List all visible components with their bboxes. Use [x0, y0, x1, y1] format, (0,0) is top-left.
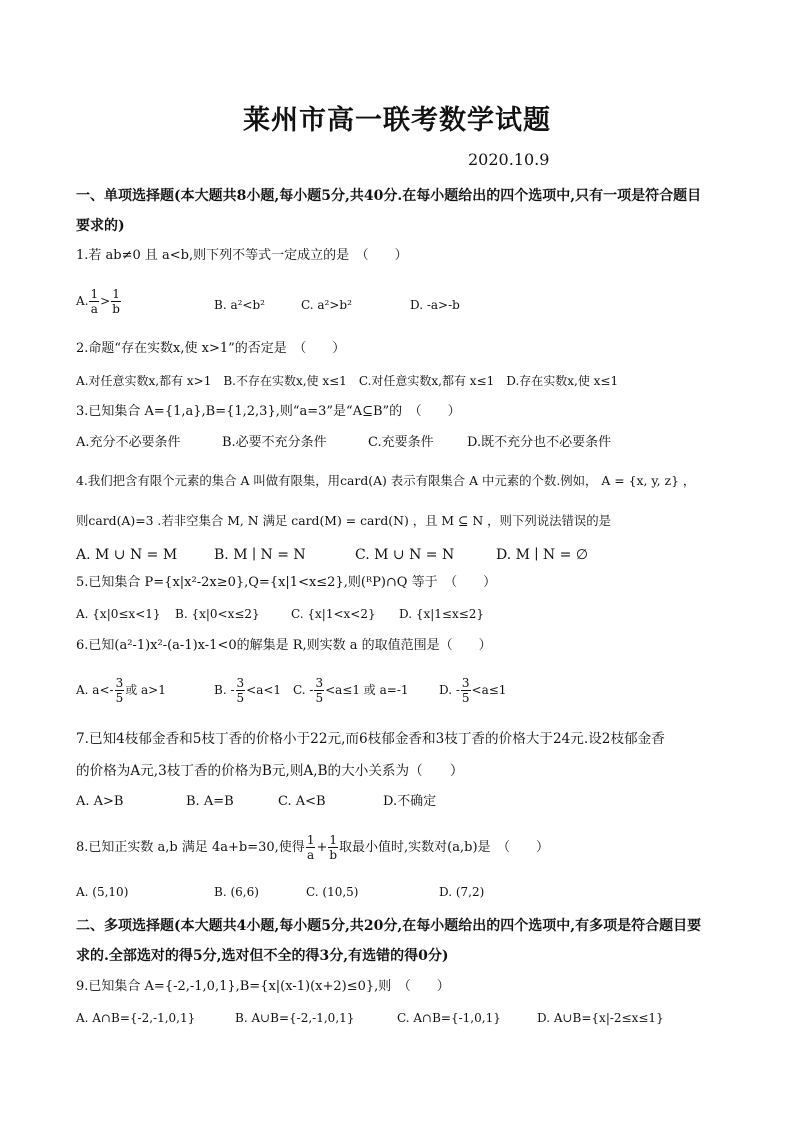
section1-heading-line2: 要求的)	[76, 218, 125, 234]
q8-option-c: C. (10,5)	[306, 885, 359, 899]
q6-stem: 6.已知(a²-1)x²-(a-1)x-1<0的解集是 R,则实数 a 的取值范围是（ ）	[76, 638, 492, 653]
q3-stem: 3.已知集合 A={1,a},B={1,2,3},则“a=3”是“A⊆B”的 （ ）	[76, 404, 461, 419]
section2-heading-line2: 求的.全部选对的得5分,选对但不全的得3分,有选错的得0分)	[76, 948, 449, 964]
q5-option-a: A. {x|0≤x<1}	[76, 607, 161, 621]
q9-option-c: C. A∩B={-1,0,1}	[397, 1011, 501, 1025]
q6-option-a: A. a<- $\frac{3}{5}$ 或 a>1	[76, 676, 166, 705]
q1-option-d: D. -a>-b	[410, 298, 460, 312]
exam-title: 莱州市高一联考数学试题	[243, 105, 551, 136]
q1-option-a: A. $\frac{1}{a}$ > $\frac{1}{b}$	[76, 287, 120, 316]
q6-option-b: B. - $\frac{3}{5}$ <a<1	[214, 676, 282, 705]
q9-option-b: B. A∪B={-2,-1,0,1}	[235, 1011, 355, 1025]
q3-option-d: D.既不充分也不必要条件	[467, 435, 612, 450]
q2-options: A.对任意实数x,都有 x>1 B.不存在实数x,使 x≤1 C.对任意实数x,都有 x≤1 D.存在实数x,使 x≤1	[76, 374, 619, 388]
q2-stem: 2.命题“存在实数x,使 x>1”的否定是 （ ）	[76, 341, 346, 356]
q9-option-d: D. A∪B={x|-2≤x≤1}	[537, 1011, 664, 1025]
q7-option-d: D.不确定	[383, 794, 437, 809]
exam-date: 2020.10.9	[468, 150, 550, 169]
q9-stem: 9.已知集合 A={-2,-1,0,1},B={x|(x-1)(x+2)≤0},则 （ ）	[76, 979, 450, 994]
q5-option-d: D. {x|1≤x≤2}	[399, 607, 485, 621]
q9-option-a: A. A∩B={-2,-1,0,1}	[76, 1011, 196, 1025]
q5-stem: 5.已知集合 P={x|x²-2x≥0},Q={x|1<x≤2},则(ᴿP)∩Q 等于 （ ）	[76, 575, 497, 590]
q7-option-b: B. A=B	[186, 794, 234, 809]
section1-heading-line1: 一、单项选择题(本大题共8小题,每小题5分,共40分.在每小题给出的四个选项中,只有一项是符合题目	[76, 188, 702, 204]
q7-stem-line1: 7.已知4枝郁金香和5枝丁香的价格小于22元,而6枝郁金香和3枝丁香的价格大于24元.设2枝郁金香	[76, 731, 665, 747]
q4-stem-line1: 4.我们把含有限个元素的集合 A 叫做有限集，用card(A) 表示有限集合 A 中元素的个数.例如， A = {x, y, z} ，	[76, 473, 696, 488]
q4-stem-line2: 则card(A)=3 .若非空集合 M, N 满足 card(M) = card(N) ，且 M ⊆ N ，则下列说法错误的是	[76, 513, 612, 528]
q8-option-d: D. (7,2)	[439, 885, 485, 899]
q1-option-c: C. a²>b²	[301, 298, 352, 312]
q3-option-a: A.充分不必要条件	[76, 435, 181, 450]
q4-option-b: B. M ∣ N = N	[214, 547, 306, 563]
q8-option-b: B. (6,6)	[214, 885, 259, 899]
q4-option-d: D. M ∣ N = ∅	[496, 547, 589, 563]
q5-option-b: B. {x|0<x≤2}	[175, 607, 260, 621]
section2-heading-line1: 二、多项选择题(本大题共4小题,每小题5分,共20分,在每小题给出的四个选项中,有多项是符合题目要	[76, 918, 702, 934]
q3-option-c: C.充要条件	[368, 435, 434, 450]
q6-option-d: D. - $\frac{3}{5}$ <a≤1	[439, 676, 507, 705]
q7-stem-line2: 的价格为A元,3枝丁香的价格为B元,则A,B的大小关系为（ ）	[76, 763, 464, 779]
q8-stem: 8.已知正实数 a,b 满足 4a+b=30,使得 $\frac{1}{a}$ + $\frac{1}{b}$ 取最小值时,实数对(a,b)是 （ ）	[76, 833, 550, 862]
q4-option-a: A. M ∪ N = M	[76, 547, 178, 563]
q7-option-c: C. A<B	[278, 794, 326, 809]
q3-option-b: B.必要不充分条件	[222, 435, 327, 450]
q8-option-a: A. (5,10)	[76, 885, 129, 899]
q5-option-c: C. {x|1<x<2}	[291, 607, 376, 621]
q6-option-c: C. - $\frac{3}{5}$ <a≤1 或 a=-1	[293, 676, 409, 705]
q7-option-a: A. A>B	[76, 794, 124, 809]
q1-stem: 1.若 ab≠0 且 a<b,则下列不等式一定成立的是 （ ）	[76, 248, 408, 263]
q1-option-b: B. a²<b²	[214, 298, 265, 312]
q4-option-c: C. M ∪ N = N	[355, 547, 455, 563]
